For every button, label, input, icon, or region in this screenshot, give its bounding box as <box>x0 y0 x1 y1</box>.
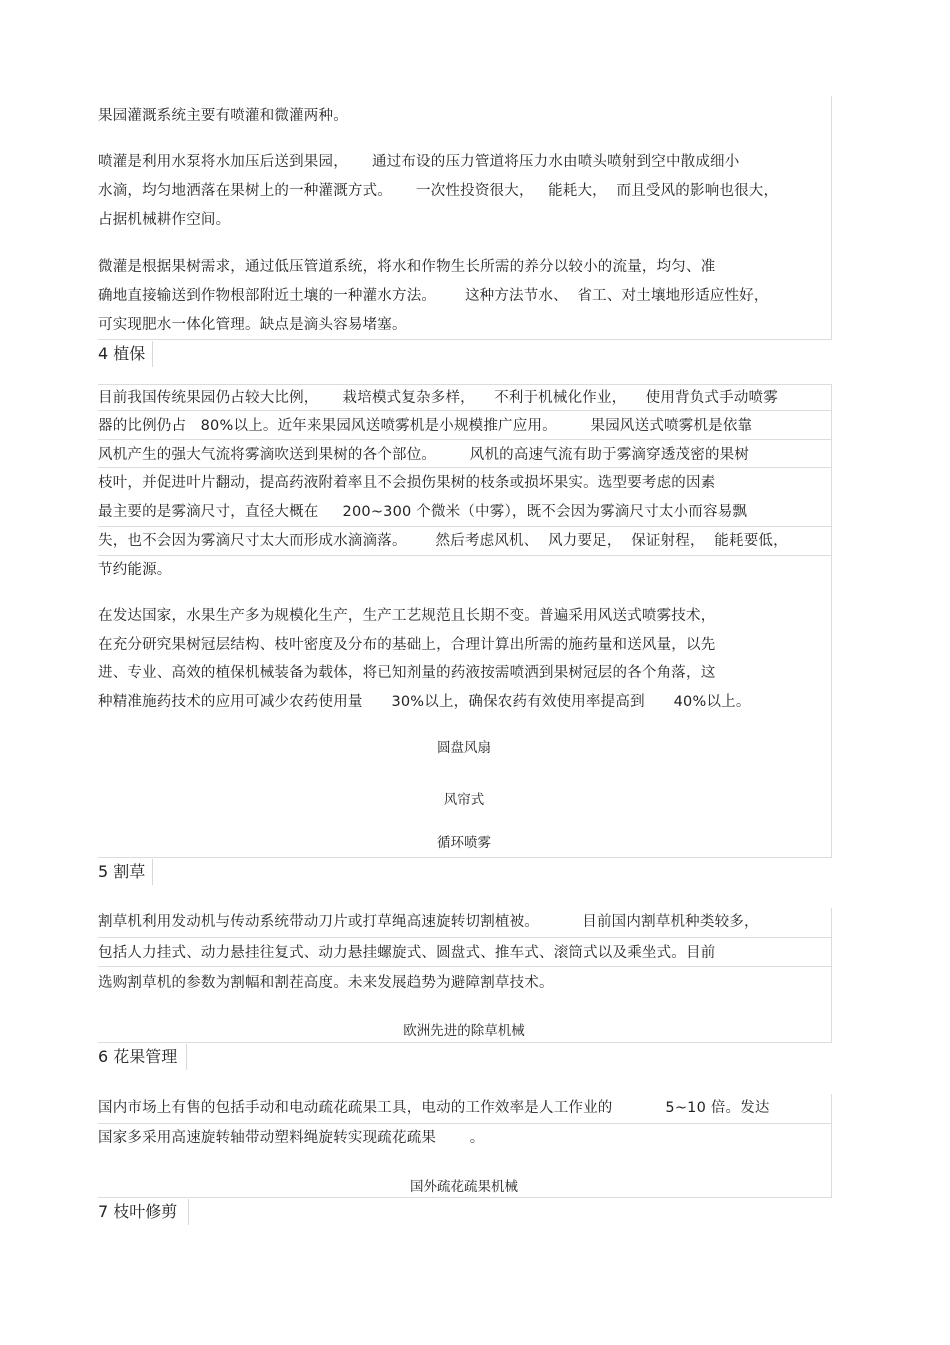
figure-caption: 国外疏花疏果机械 <box>410 1179 518 1195</box>
pp-line-7: 节约能源。 <box>98 562 172 578</box>
pp-line-3: 风机产生的强大气流将雾滴吹送到果树的各个部位。 风机的高速气流有助于雾滴穿透茂密的果树 <box>98 447 750 463</box>
frame-rule <box>98 410 832 411</box>
micro-line-3: 可实现肥水一体化管理。缺点是滴头容易堵塞。 <box>98 317 407 333</box>
pp2-line-1: 在发达国家，水果生产多为规模化生产，生产工艺规范且长期不变。普遍采用风送式喷雾技术， <box>98 608 716 624</box>
pp2-line-3: 进、专业、高效的植保机械装备为载体，将已知剂量的药液按需喷洒到果树冠层的各个角落，这 <box>98 665 716 681</box>
frame-rule <box>98 526 832 527</box>
micro-line-1: 微灌是根据果树需求，通过低压管道系统，将水和作物生长所需的养分以较小的流量，均匀、准 <box>98 259 716 275</box>
pp2-line-2: 在充分研究果树冠层结构、枝叶密度及分布的基础上，合理计算出所需的施药量和送风量，以先 <box>98 637 716 653</box>
pp-line-6: 失，也不会因为雾滴尺寸太大而形成水滴滴落。 然后考虑风机、 风力要足， 保证射程， 能耗要低， <box>98 533 788 549</box>
frame-rule <box>98 339 832 340</box>
frame-rule <box>831 1094 832 1197</box>
mowing-line-3: 选购割草机的参数为割幅和割茬高度。未来发展趋势为避障割草技术。 <box>98 975 554 991</box>
section-heading-plant-protection: 4 植保 <box>98 344 146 363</box>
flower-line-2: 国家多采用高速旋转轴带动塑料绳旋转实现疏花疏果 。 <box>98 1130 485 1146</box>
frame-rule <box>98 966 832 967</box>
frame-rule <box>98 1197 832 1198</box>
section-heading-pruning: 7 枝叶修剪 <box>98 1202 178 1221</box>
pp-line-5: 最主要的是雾滴尺寸，直径大概在 200~300 个微米（中雾），既不会因为雾滴尺寸太小而容易飘 <box>98 504 748 520</box>
figure-caption: 圆盘风扇 <box>437 740 491 756</box>
flower-line-1: 国内市场上有售的包括手动和电动疏花疏果工具，电动的工作效率是人工作业的 5~10 倍。发达 <box>98 1100 770 1116</box>
frame-rule <box>98 384 832 385</box>
frame-rule <box>98 555 832 556</box>
pp-line-1: 目前我国传统果园仍占较大比例， 栽培模式复杂多样， 不利于机械化作业， 使用背负式手动喷雾 <box>98 390 778 406</box>
figure-caption: 风帘式 <box>443 792 485 808</box>
irrigation-intro: 果园灌溉系统主要有喷灌和微灌两种。 <box>98 108 348 124</box>
pp2-line-4: 种精准施药技术的应用可减少农药使用量 30%以上，确保农药有效使用率提高到 40%以上。 <box>98 694 751 710</box>
pp-line-2: 器的比例仍占 80%以上。近年来果园风送喷雾机是小规模推广应用。 果园风送式喷雾机是依靠 <box>98 418 753 434</box>
frame-rule <box>831 96 832 339</box>
frame-rule <box>831 384 832 857</box>
frame-rule <box>98 857 832 858</box>
frame-rule <box>98 937 832 938</box>
frame-rule <box>831 908 832 1042</box>
figure-caption: 欧洲先进的除草机械 <box>403 1023 525 1039</box>
frame-rule <box>98 467 832 468</box>
micro-line-2: 确地直接输送到作物根部附近土壤的一种灌水方法。 这种方法节水、 省工、对土壤地形适应性好， <box>98 288 769 304</box>
mowing-line-1: 割草机利用发动机与传动系统带动刀片或打草绳高速旋转切割植被。 目前国内割草机种类较多， <box>98 914 759 930</box>
mowing-line-2: 包括人力挂式、动力悬挂往复式、动力悬挂螺旋式、圆盘式、推车式、滚筒式以及乘坐式。目前 <box>98 945 716 961</box>
sprinkler-line-1: 喷灌是利用水泵将水加压后送到果园， 通过布设的压力管道将压力水由喷头喷射到空中散成细小 <box>98 154 740 170</box>
section-heading-mowing: 5 割草 <box>98 862 146 881</box>
sprinkler-line-2: 水滴，均匀地洒落在果树上的一种灌溉方式。 一次性投资很大， 能耗大， 而且受风的影响也很大， <box>98 183 779 199</box>
figure-caption: 循环喷雾 <box>437 835 491 851</box>
frame-rule <box>98 439 832 440</box>
sprinkler-line-3: 占据机械耕作空间。 <box>98 212 231 228</box>
frame-rule <box>98 1123 832 1124</box>
frame-rule <box>98 1042 832 1043</box>
pp-line-4: 枝叶，并促进叶片翻动，提高药液附着率且不会损伤果树的枝条或损坏果实。选型要考虑的因素 <box>98 475 716 491</box>
section-heading-flower-fruit: 6 花果管理 <box>98 1047 178 1066</box>
